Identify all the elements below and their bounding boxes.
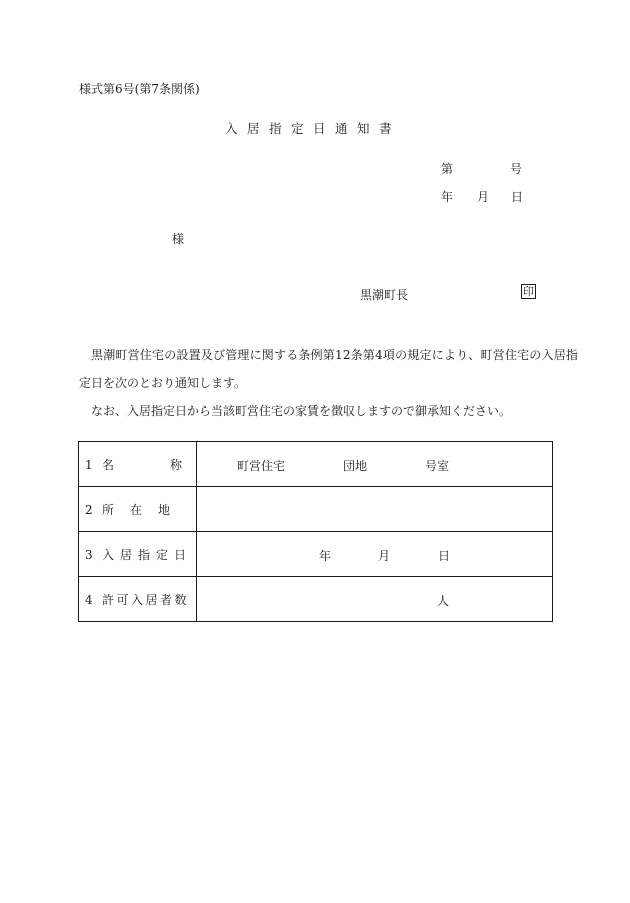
document-title: 入居指定日通知書 [225,121,402,136]
label-char: 所 [102,502,115,517]
addressee-suffix: 様 [172,232,185,246]
table-row-name [79,442,553,487]
form-number: 様式第6号(第7条関係) [79,82,200,96]
row-number: 3 [85,547,93,562]
issue-number-suffix: 号 [510,162,523,176]
housing-type: 町営住宅 [237,459,286,473]
value-name [197,442,553,487]
body-paragraph-line-3: なお、入居指定日から当該町営住宅の家賃を徴収しますので御承知ください。 [91,404,512,418]
label-char: 在 [130,502,143,517]
issue-date-month: 月 [477,190,490,204]
issue-number-prefix: 第 [441,162,454,176]
row-label-name [79,442,197,487]
issue-date-day: 日 [511,190,524,204]
move-in-year: 年 [319,549,332,563]
move-in-month: 月 [378,549,391,563]
room-number-unit: 号室 [425,459,450,473]
row-label-move-in-date [79,532,197,577]
label-text: 入居指定日 [102,547,193,562]
row-number: 1 [85,457,93,472]
value-resident-count [197,577,553,622]
value-location [197,487,553,532]
resident-count-unit: 人 [437,594,450,608]
notice-details-table [78,441,553,622]
issue-date-year: 年 [441,190,454,204]
body-paragraph-line-1: 黒潮町営住宅の設置及び管理に関する条例第12条第4項の規定により、町営住宅の入居指 [91,348,579,362]
label-char: 地 [158,502,171,517]
move-in-day: 日 [438,549,451,563]
sender-name: 黒潮町長 [360,288,409,302]
row-number: 4 [85,592,93,607]
value-move-in-date [197,532,553,577]
row-number: 2 [85,502,93,517]
table-row-move-in-date [79,532,553,577]
row-label-location [79,487,197,532]
label-char: 名 [102,457,115,472]
row-label-resident-count [79,577,197,622]
housing-complex-unit: 団地 [343,459,368,473]
seal-stamp: 印 [523,285,534,298]
label-text: 許可入居者数 [102,592,190,607]
table-row-location [79,487,553,532]
label-char: 称 [170,457,183,472]
table-row-resident-count [79,577,553,622]
body-paragraph-line-2: 定日を次のとおり通知します。 [79,376,247,390]
